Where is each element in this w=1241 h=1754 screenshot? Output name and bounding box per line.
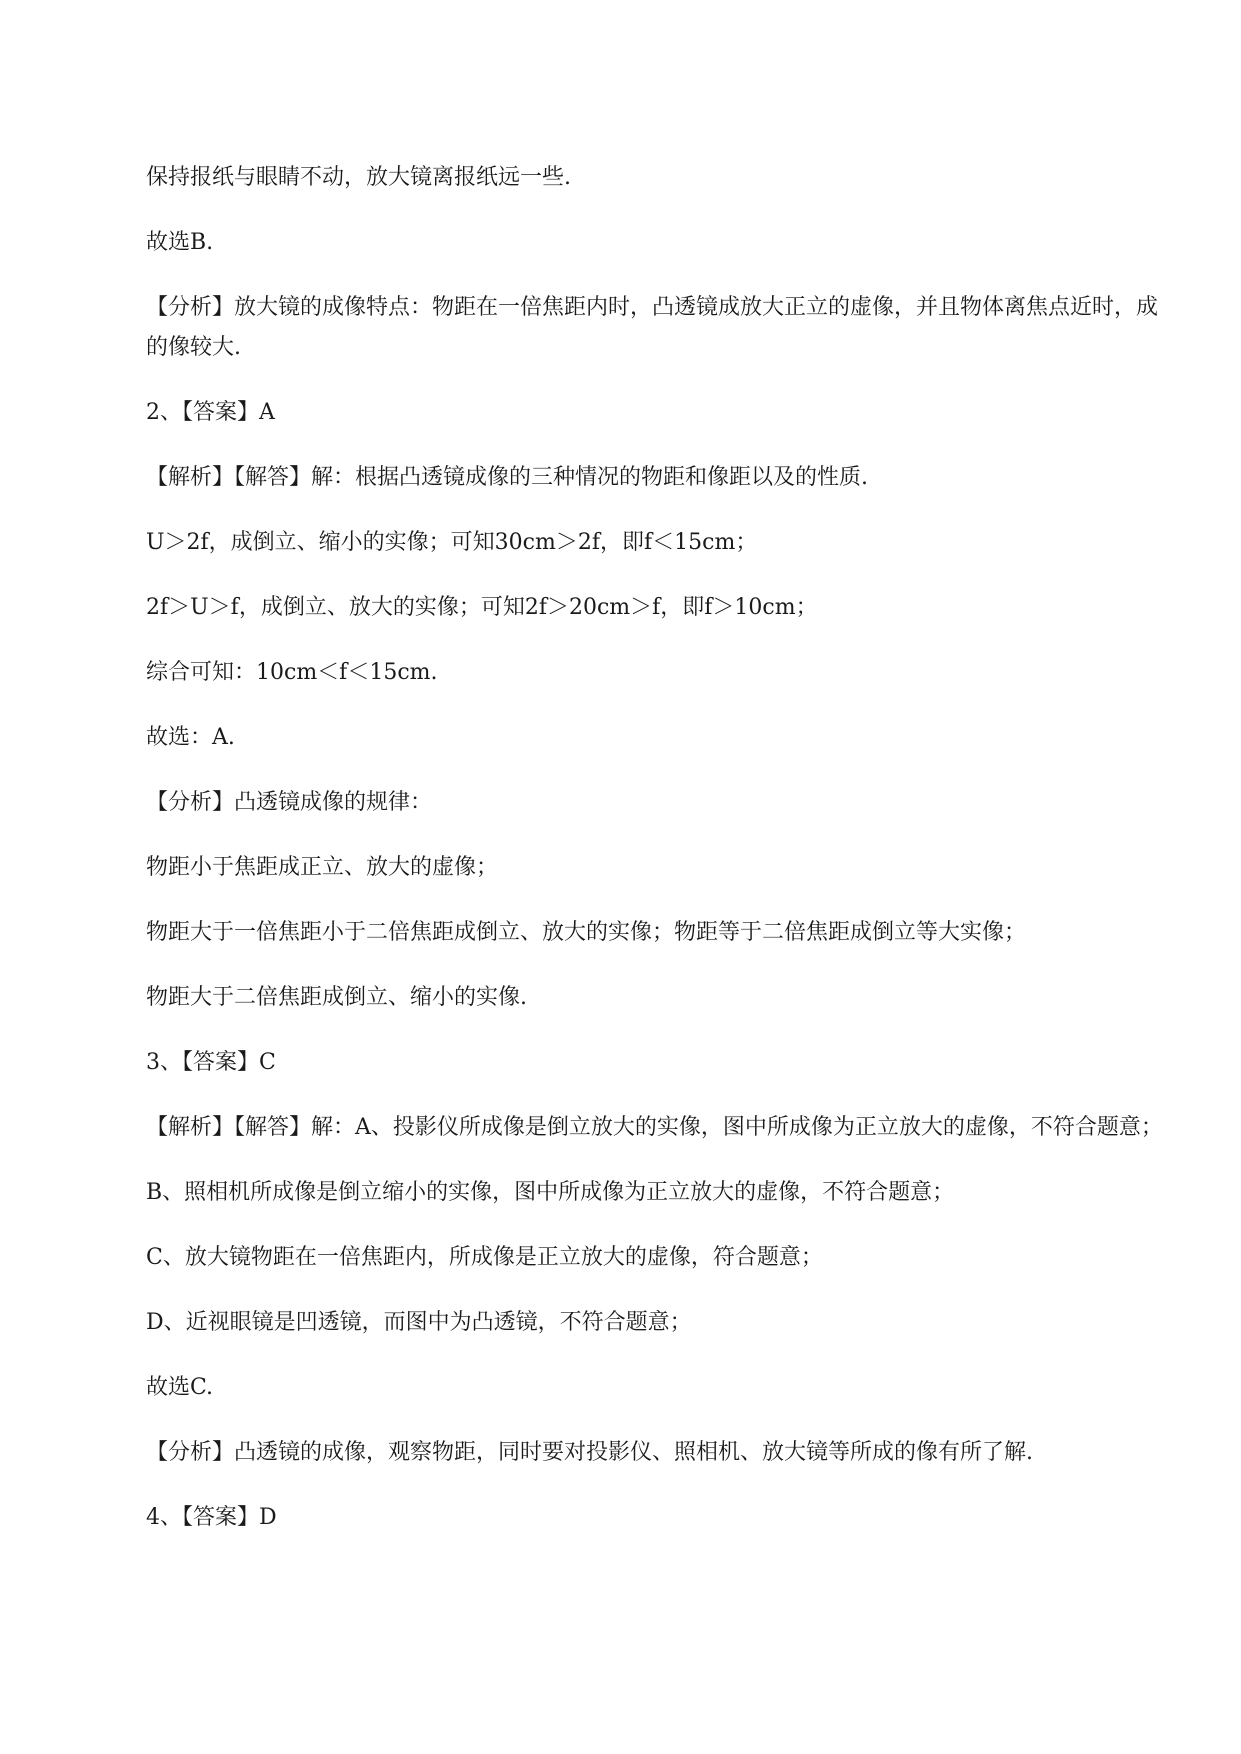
paragraph: 保持报纸与眼睛不动，放大镜离报纸远一些.: [146, 165, 571, 190]
paragraph: 【解析】【解答】解：根据凸透镜成像的三种情况的物距和像距以及的性质.: [146, 465, 868, 490]
paragraph: B、照相机所成像是倒立缩小的实像，图中所成像为正立放大的虚像，不符合题意；: [146, 1180, 955, 1205]
paragraph: 故选B.: [146, 230, 214, 255]
document-body: [146, 158, 1166, 1563]
answer-heading: 2、【答案】A: [146, 400, 275, 425]
paragraph: C、放大镜物距在一倍焦距内，所成像是正立放大的虚像，符合题意；: [146, 1245, 823, 1270]
paragraph: 【分析】凸透镜成像的规律：: [146, 790, 433, 815]
answer-heading: 4、【答案】D: [146, 1505, 277, 1530]
paragraph: 物距大于二倍焦距成倒立、缩小的实像.: [146, 985, 527, 1010]
paragraph: 故选：A.: [146, 725, 235, 750]
paragraph: D、近视眼镜是凹透镜，而图中为凸透镜，不符合题意；: [146, 1310, 692, 1335]
paragraph: 物距大于一倍焦距小于二倍焦距成倒立、放大的实像；物距等于二倍焦距成倒立等大实像；: [146, 920, 1027, 945]
paragraph: 物距小于焦距成正立、放大的虚像；: [146, 855, 499, 880]
paragraph: U＞2f，成倒立、缩小的实像；可知30cm＞2f，即f＜15cm；: [146, 530, 758, 555]
paragraph: 【解析】【解答】解：A、投影仪所成像是倒立放大的实像，图中所成像为正立放大的虚像，不符合题意；: [146, 1115, 1163, 1140]
paragraph: 【分析】凸透镜的成像，观察物距，同时要对投影仪、照相机、放大镜等所成的像有所了解.: [146, 1440, 1033, 1465]
answer-heading: 3、【答案】C: [146, 1050, 276, 1075]
paragraph: 2f＞U＞f，成倒立、放大的实像；可知2f＞20cm＞f，即f＞10cm；: [146, 595, 818, 620]
paragraph: 故选C.: [146, 1375, 214, 1400]
paragraph: 综合可知：10cm＜f＜15cm.: [146, 660, 438, 685]
paragraph: 【分析】放大镜的成像特点：物距在一倍焦距内时，凸透镜成放大正立的虚像，并且物体离焦点近时，成的像较大.: [146, 295, 1159, 360]
